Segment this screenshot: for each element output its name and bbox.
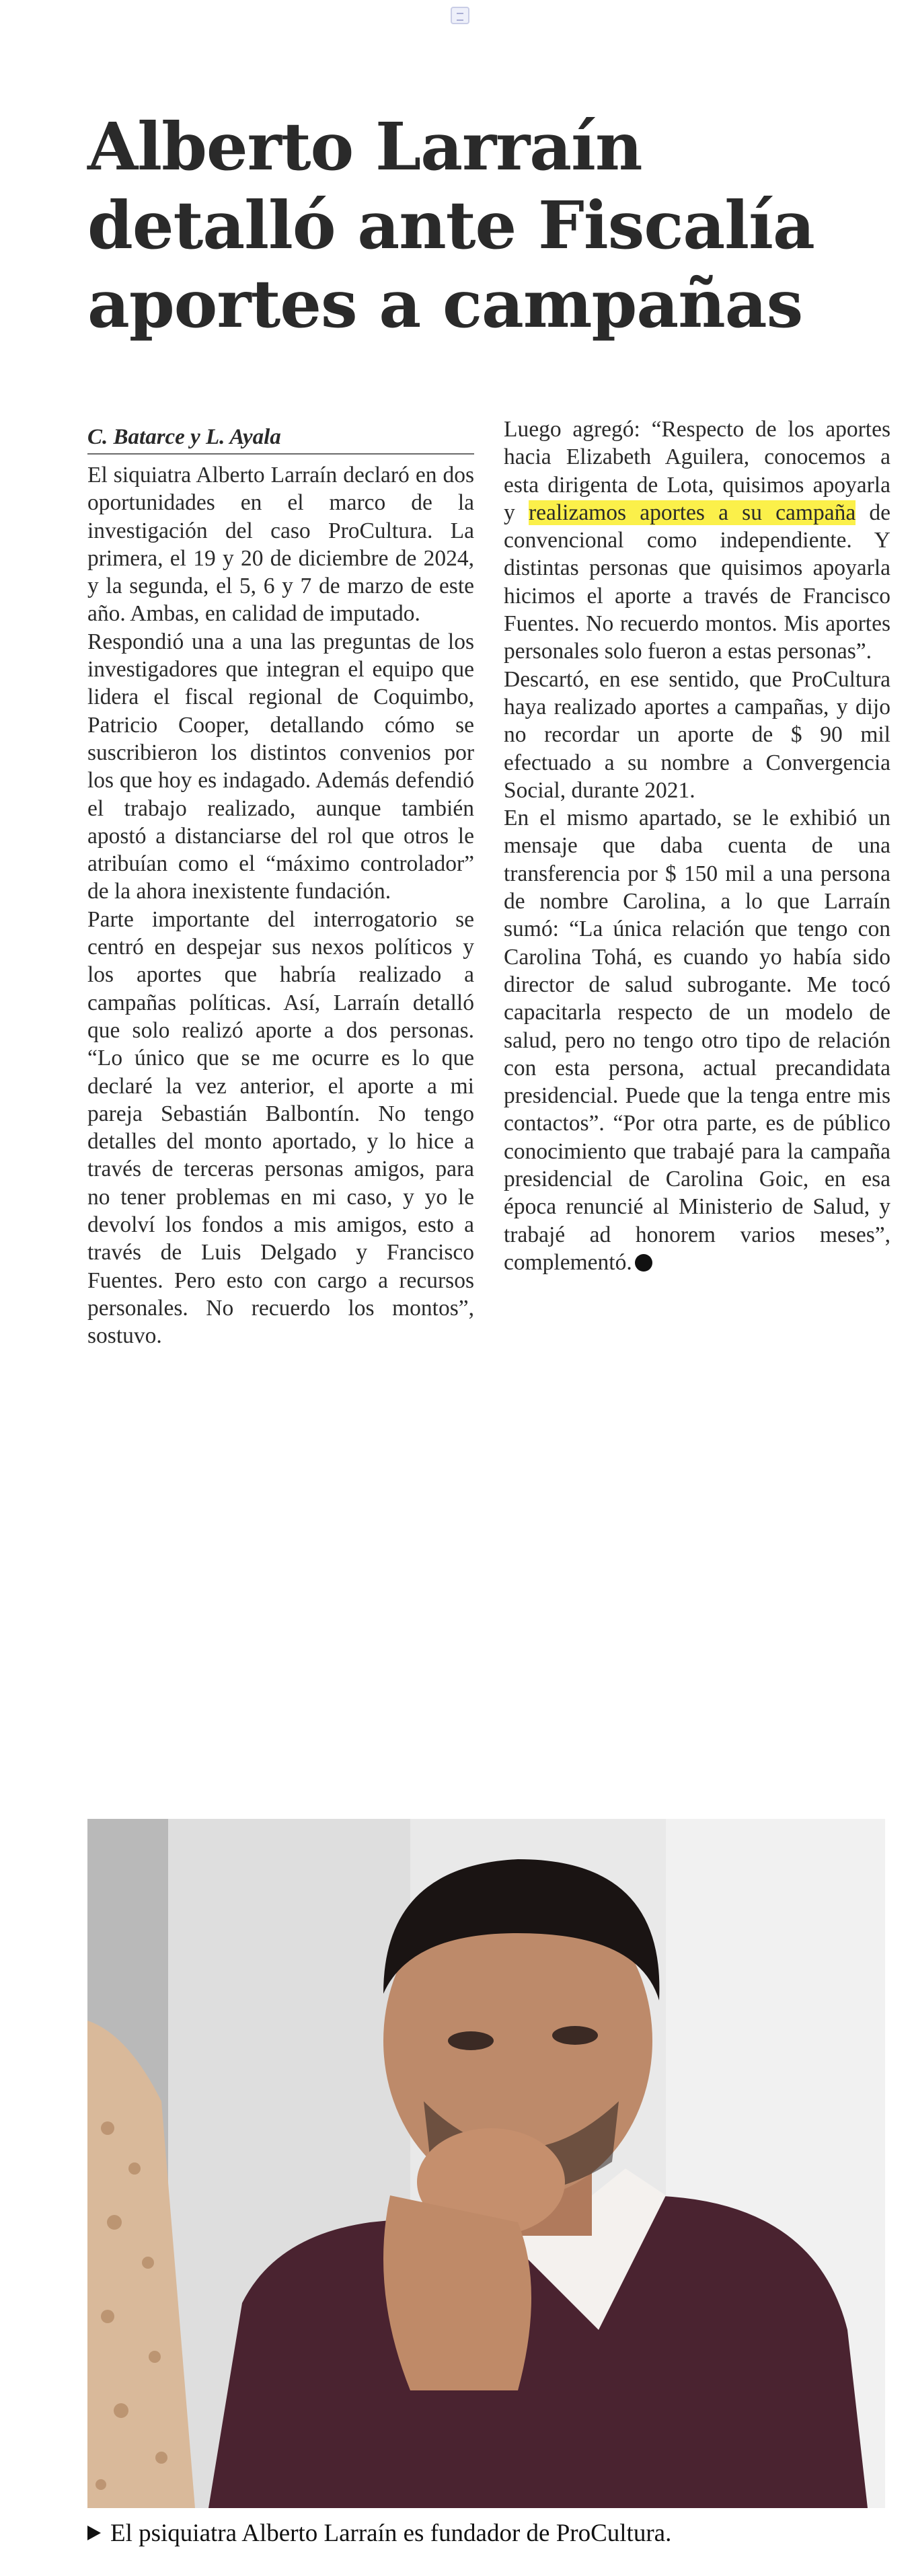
headline: Alberto Larraín detalló ante Fiscalía aportes a campañas: [87, 108, 814, 342]
page-icon[interactable]: [451, 7, 469, 24]
article-column-right: [504, 416, 890, 1276]
paragraph-highlighted: [504, 416, 890, 666]
highlighted-text: realizamos aportes a su campaña: [528, 500, 856, 525]
photo-illustration: [87, 1819, 885, 2508]
paragraph: Descartó, en ese sentido, que ProCultura haya realizado aportes a campañas, y dijo no recordar un aporte de $ 90 mil efectuado a su nombre a Convergencia Social, durante 2021.: [504, 666, 890, 803]
end-mark-icon: [635, 1254, 652, 1272]
paragraph-text: de convencional como independiente. Y distintas personas que quisimos apoyarla hicimos el aporte a través de Francisco Fuentes. No recuerdo montos. Mis aportes personales solo fueron a estas personas”.: [504, 500, 890, 664]
paragraph-text: Luego agregó: “Respecto de los aportes hacia Elizabeth Aguilera, conocemos a esta dirigenta de Lota, quisimos apoyarla y: [504, 417, 890, 525]
photo-caption: [87, 2519, 888, 2548]
paragraph-text: En el mismo apartado, se le exhibió un mensaje que daba cuenta de una transferencia por $ 150 mil a una persona de nombre Carolina, a lo que Larraín sumó: “La única relación que tengo con Carolina Tohá, es cuando yo había sido director de salud subrogante. Me tocó capacitarla respecto de un modelo de salud, pero no tengo otro tipo de relación con esta persona, actual precandidata presidencial. Puede que la tenga entre mis contactos”. “Por otra parte, es de público conocimiento que trabajé para la campaña presidencial de Carolina Goic, en esa época renuncié al Ministerio de Salud, y trabajé ad honorem varios meses”, complementó.: [504, 806, 890, 1275]
paragraph-last: [504, 804, 890, 1276]
article-photo: [87, 1819, 885, 2508]
paragraph: El siquiatra Alberto Larraín declaró en dos oportunidades en el marco de la investigación del caso ProCultura. La primera, el 19 y 20 de diciembre de 2024, y la segunda, el 5, 6 y 7 de marzo de este año. Ambas, en calidad de imputado.: [87, 463, 474, 627]
caption-arrow-icon: [87, 2526, 101, 2540]
article-column-left: [87, 416, 474, 1350]
byline: C. Batarce y L. Ayala: [87, 424, 474, 455]
paragraph: Parte importante del interrogatorio se centró en despejar sus nexos políticos y los aportes que habría realizado a campañas políticas. Así, Larraín detalló que solo realizó aporte a dos personas. “Lo único que se me ocurre es lo que declaré la vez anterior, el aporte a mi pareja Sebastián Balbontín. No tengo detalles del monto aportado, y lo hice a través de terceras personas amigos, para no tener problemas en mi caso, y yo le devolví los fondos a mis amigos, esto a través de Luis Delgado y Francisco Fuentes. Pero esto con cargo a recursos personales. No recuerdo los montos”, sostuvo.: [87, 906, 474, 1349]
caption-text: El psiquiatra Alberto Larraín es fundador de ProCultura.: [110, 2520, 672, 2547]
paragraph: Respondió una a una las preguntas de los investigadores que integran el equipo que lidera el fiscal regional de Coquimbo, Patricio Cooper, detallando cómo se suscribieron los distintos convenios por los que hoy es indagado. Además defendió el trabajo realizado, aunque también apostó a distanciarse del rol que otros le atribuían como el “máximo controlador” de la ahora inexistente fundación.: [87, 629, 474, 904]
